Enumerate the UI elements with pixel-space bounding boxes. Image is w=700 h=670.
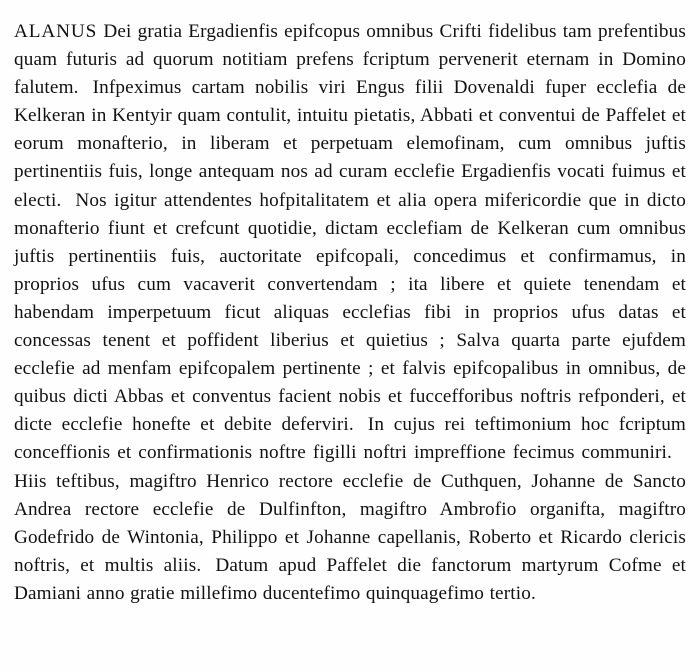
charter-sentence-5: Datum apud Paffelet die fanctorum martyrum Cofme et Damiani anno gratie millefimo ducentefimo quinquagefimo tertio.: [14, 554, 686, 604]
charter-incipit: ALANUS: [14, 21, 98, 42]
charter-protocol: Dei gratia Ergadienfis epifcopus omnibus Crifti fidelibus tam prefentibus quam futuris ad quorum notitiam prefens fcriptum pervenerit eternam in Domino falutem.: [14, 21, 686, 99]
charter-paragraph: [14, 18, 686, 608]
charter-sentence-4: Hiis teftibus, magiftro Henrico rectore ecclefie de Cuthquen, Johanne de Sancto Andrea rectore ecclefie de Dulfinfton, magiftro Ambrofio organifta, magiftro Godefrido de Wintonia, Philippo et Johanne capellanis, Roberto et Ricardo clericis noftris, et multis aliis.: [14, 470, 686, 576]
charter-sentence-2: Nos igitur attendentes hofpitalitatem et alia opera mifericordie que in dicto monafterio fiunt et crefcunt quotidie, dictam ecclefiam de Kelkeran cum omnibus juftis pertinentiis fuis, auctoritate epifcopali, concedimus et confirmamus, in proprios ufus cum vacaverit convertendam ; ita libere et quiete tenendam et habendam imperpetuum ficut aliquas ecclefias fibi in proprios ufus datas et concessas tenent et poffident liberius et quietius ; Salva quarta parte ejufdem ecclefie ad menfam epifcopalem pertinente ; et falvis epifcopalibus in omnibus, de quibus dicti Abbas et conventus facient nobis et fuccefforibus noftris refponderi, et dicte ecclefie honefte et debite deferviri.: [14, 189, 686, 436]
charter-sentence-3: In cujus rei teftimonium hoc fcriptum conceffionis et confirmationis noftre figilli noftri impreffione fecimus communiri.: [14, 414, 687, 464]
charter-sentence-1: Infpeximus cartam nobilis viri Engus filii Dovenaldi fuper ecclefia de Kelkeran in Kentyir quam contulit, intuitu pietatis, Abbati et conventui de Paffelet et eorum monafterio, in liberam et perpetuam elemofinam, cum omnibus juftis pertinentiis fuis, longe antequam nos ad curam ecclefie Ergadienfis vocati fuimus et electi.: [14, 77, 686, 211]
